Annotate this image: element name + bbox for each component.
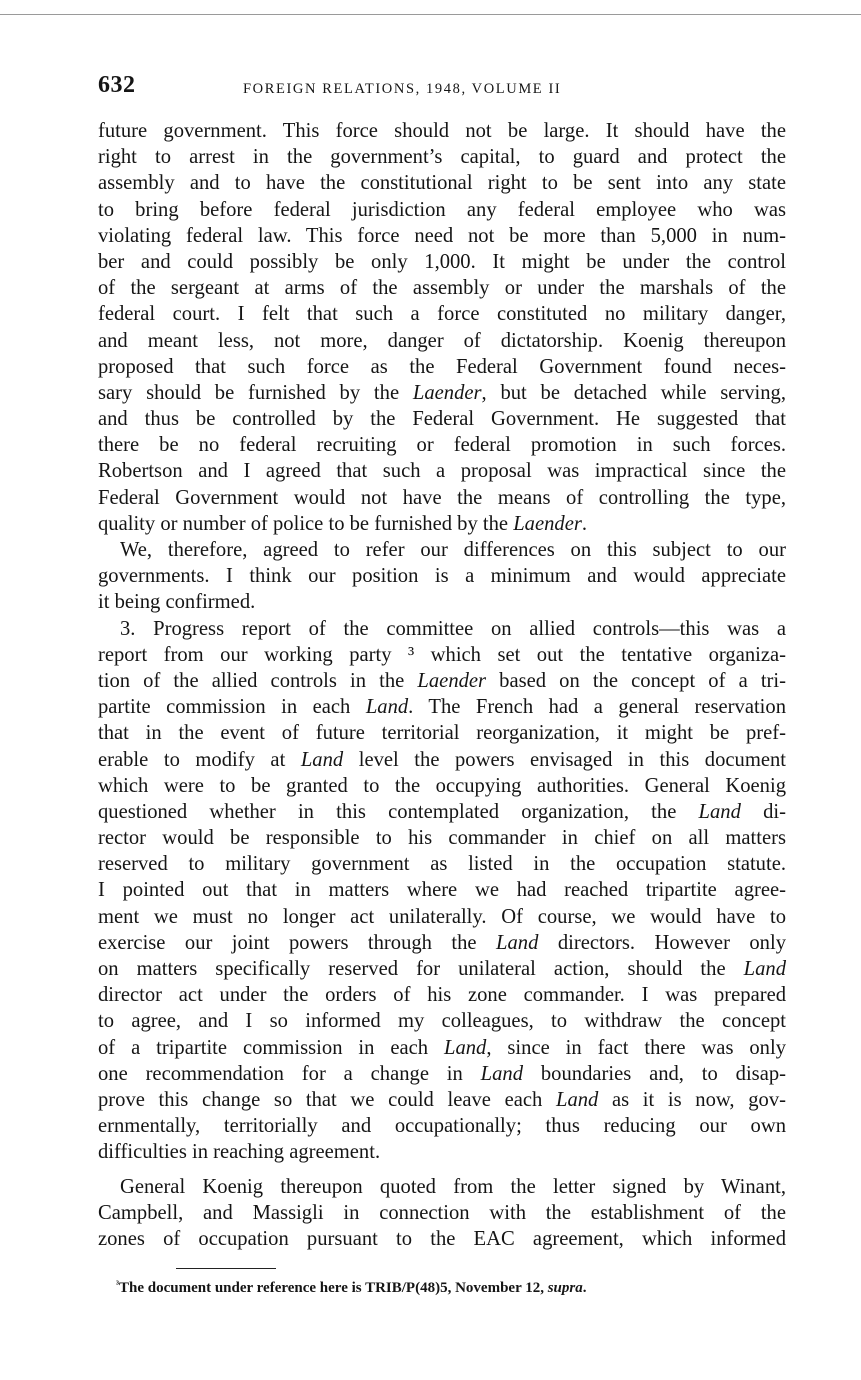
footnote-marker: ³ (116, 1279, 119, 1290)
italic-term: Laender (513, 512, 582, 535)
text-line: partite commission in each Land. The French had a general reservation (98, 696, 786, 719)
text-line: tion of the allied controls in the Laender based on the concept of a tri- (98, 669, 786, 692)
text-line: reserved to military government as listed in the occupation statute. (98, 853, 786, 876)
text-line: there be no federal recruiting or federal promotion in such forces. (98, 434, 786, 457)
text-line: prove this change so that we could leave each Land as it is now, gov- (98, 1088, 786, 1111)
text-line: of a tripartite commission in each Land, since in fact there was only (98, 1036, 786, 1059)
italic-term: Land (555, 1088, 599, 1111)
italic-term: Land (496, 931, 539, 954)
text-line: rector would be responsible to his commander in chief on all matters (98, 827, 786, 850)
italic-term: Land (443, 1036, 487, 1059)
italic-term: Land (743, 958, 786, 980)
text-line: zones of occupation pursuant to the EAC agreement, which informed (98, 1227, 786, 1250)
running-head: FOREIGN RELATIONS, 1948, VOLUME II (243, 81, 562, 97)
footnote-rule (176, 1268, 276, 1269)
text-line: violating federal law. This force need not be more than 5,000 in num- (98, 224, 786, 247)
text-line: to bring before federal jurisdiction any federal employee who was (98, 198, 786, 221)
text-line: future government. This force should not be large. It should have the (98, 120, 786, 142)
text-line: Federal Government would not have the means of controlling the type, (98, 486, 786, 509)
footnote-text: The document under reference here is TRIB/P(48)5, November 12, supra. (119, 1280, 587, 1296)
footnote (98, 1274, 786, 1299)
italic-term: supra (547, 1280, 583, 1296)
text-line: questioned whether in this contemplated organization, the Land di- (98, 800, 786, 823)
text-line: it being confirmed. (98, 591, 256, 614)
text-line: federal court. I felt that such a force constituted no military danger, (98, 303, 786, 326)
text-line: General Koenig thereupon quoted from the letter signed by Winant, (120, 1175, 786, 1198)
text-line: 3. Progress report of the committee on allied controls—this was a (120, 617, 786, 640)
text-line: exercise our joint powers through the Land directors. However only (98, 931, 786, 954)
text-line: that in the event of future territorial reorganization, it might be pref- (98, 722, 786, 745)
italic-term: Laender (412, 381, 482, 404)
text-line: of the sergeant at arms of the assembly or under the marshals of the (98, 277, 786, 300)
text-line: sary should be furnished by the Laender, but be detached while serving, (98, 381, 787, 404)
italic-term: Land (480, 1062, 524, 1085)
text-line: to agree, and I so informed my colleagues, to withdraw the concept (98, 1010, 786, 1033)
text-line: assembly and to have the constitutional right to be sent into any state (98, 172, 786, 195)
text-line: ment we must no longer act unilaterally. Of course, we would have to (98, 905, 786, 928)
text-line: Robertson and I agreed that such a proposal was impractical since the (98, 460, 786, 483)
text-line: erable to modify at Land level the powers envisaged in this document (98, 748, 786, 771)
text-line: and meant less, not more, danger of dictatorship. Koenig thereupon (98, 329, 786, 352)
text-line: We, therefore, agreed to refer our differences on this subject to our (120, 539, 786, 561)
paragraph-gap (98, 1166, 786, 1174)
text-line: and thus be controlled by the Federal Government. He suggested that (98, 408, 786, 431)
text-line: Campbell, and Massigli in connection with the establishment of the (98, 1201, 786, 1224)
page-number: 632 (98, 72, 136, 98)
italic-term: Land (300, 748, 344, 771)
text-line: one recommendation for a change in Land boundaries and, to disap- (98, 1062, 786, 1085)
text-line: right to arrest in the government’s capital, to guard and protect the (98, 146, 786, 169)
italic-term: Laender (417, 669, 487, 692)
italic-term: Land (365, 696, 409, 719)
text-line: governments. I think our position is a minimum and would appreciate (98, 565, 786, 588)
italic-term: Land (698, 800, 741, 823)
text-line: I pointed out that in matters where we had reached tripartite agree- (98, 879, 786, 902)
scan-top-rule (0, 14, 861, 15)
text-line: quality or number of police to be furnished by the Laender. (98, 512, 588, 535)
text-line: difficulties in reaching agreement. (98, 1141, 381, 1164)
text-line: director act under the orders of his zone commander. I was prepared (98, 984, 786, 1007)
body-text (98, 118, 786, 1252)
text-line: on matters specifically reserved for unilateral action, should the Land (98, 958, 786, 980)
page-header (98, 72, 786, 104)
text-line: which were to be granted to the occupying authorities. General Koenig (98, 774, 786, 797)
text-line: ernmentally, territorially and occupationally; thus reducing our own (98, 1115, 786, 1138)
text-line: report from our working party ³ which set out the tentative organiza- (98, 643, 786, 666)
text-line: proposed that such force as the Federal Government found neces- (98, 355, 786, 378)
text-line: ber and could possibly be only 1,000. It might be under the control (98, 250, 786, 273)
